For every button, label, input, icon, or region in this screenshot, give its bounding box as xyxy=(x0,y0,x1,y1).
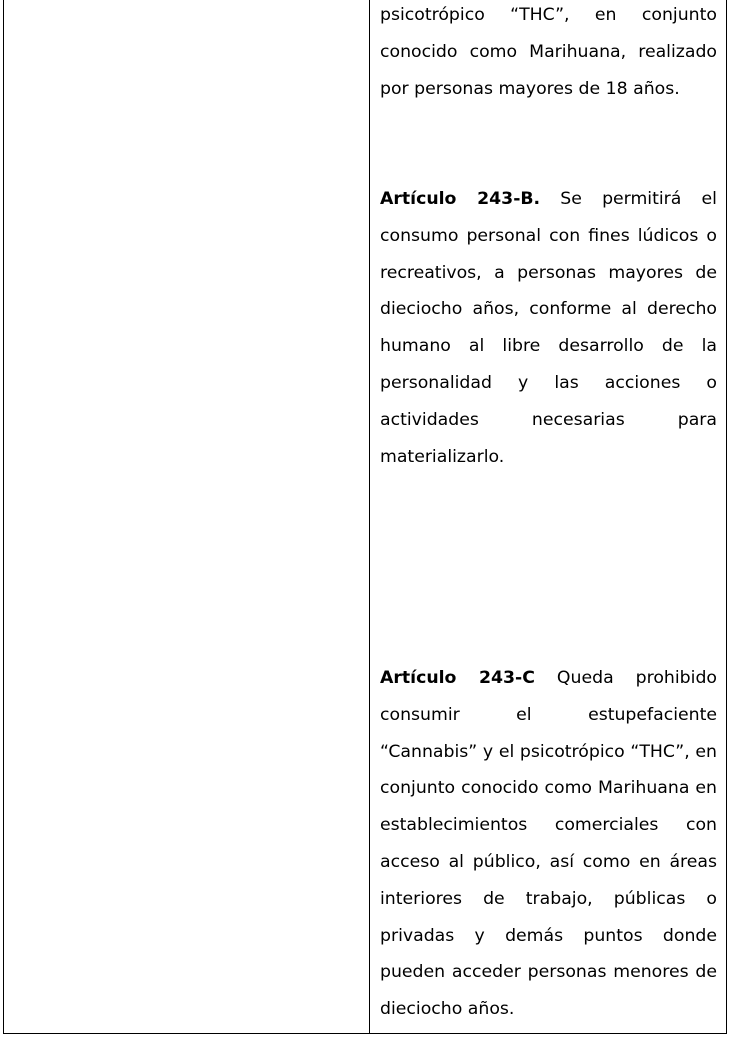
article-243-b-heading: Artículo 243-B. xyxy=(380,189,541,209)
table-right-cell xyxy=(370,0,726,1033)
article-243-b xyxy=(380,181,717,475)
comparison-table xyxy=(3,0,727,1034)
article-243-b-body: Se permitirá el consumo personal con fines lúdicos o recreativos, a personas mayores de dieciocho años, conforme al derecho humano al libre desarrollo de la personalidad y las acciones o actividades necesarias para materializarlo. xyxy=(380,189,717,467)
article-243-c xyxy=(380,660,717,1028)
table-left-cell xyxy=(4,0,370,1033)
article-243-c-body: Queda prohibido consumir el estupefaciente “Cannabis” y el psicotrópico “THC”, en conjunto conocido como Marihuana en establecimientos comerciales con acceso al público, así como en áreas interiores de trabajo, públicas o privadas y demás puntos donde pueden acceder personas menores de dieciocho años. xyxy=(380,668,717,1020)
article-243-c-heading: Artículo 243-C xyxy=(380,668,535,688)
paragraph-continued: psicotrópico “THC”, en conjunto conocido como Marihuana, realizado por personas mayores de 18 años. xyxy=(380,5,717,99)
